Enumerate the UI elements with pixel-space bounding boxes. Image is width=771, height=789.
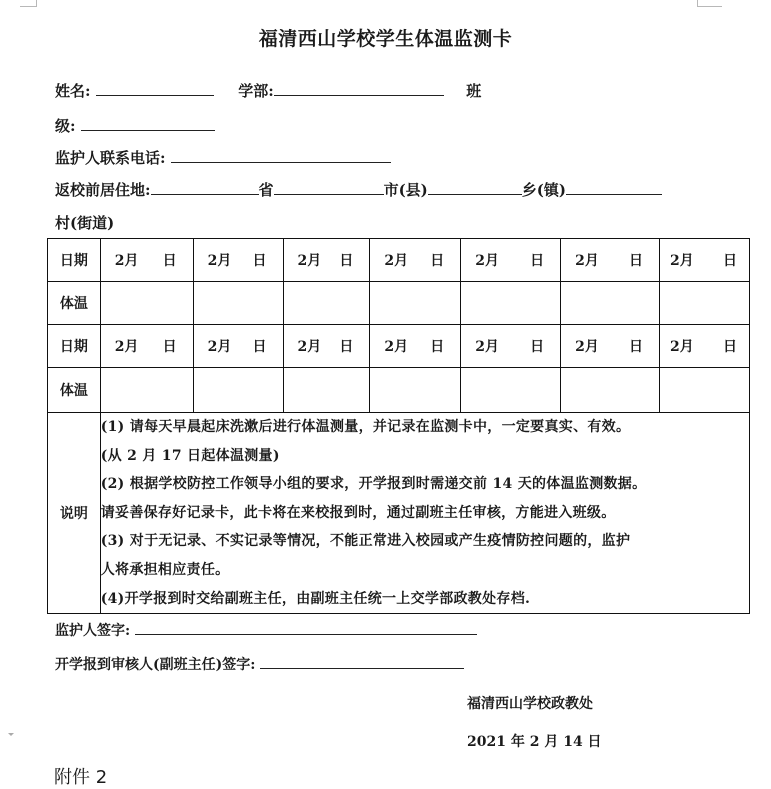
guardian-phone-line	[55, 147, 391, 168]
date-row-label: 日期	[48, 239, 101, 282]
month-label: 2月	[114, 253, 139, 269]
class-label-part2: 级:	[55, 117, 76, 135]
date-cell[interactable]	[660, 239, 750, 282]
day-label: 日	[162, 339, 177, 355]
temp-row-label: 体温	[48, 368, 101, 413]
notes-row	[48, 413, 750, 614]
temp-cell[interactable]	[100, 368, 193, 413]
day-label: 日	[252, 253, 267, 269]
day-label: 日	[430, 339, 445, 355]
temp-cell[interactable]	[660, 282, 750, 325]
date-row-label: 日期	[48, 325, 101, 368]
day-label: 日	[252, 339, 267, 355]
month-label: 2月	[207, 339, 232, 355]
date-row-1	[48, 239, 750, 282]
town-label: 乡(镇)	[521, 181, 566, 199]
day-label: 日	[530, 339, 545, 355]
temp-cell[interactable]	[283, 282, 370, 325]
guardian-phone-label: 监护人联系电话:	[55, 149, 166, 167]
attachment-label: 附件 2	[54, 767, 108, 788]
document-title: 福清西山学校学生体温监测卡	[258, 28, 513, 50]
temp-cell[interactable]	[100, 282, 193, 325]
temp-cell[interactable]	[193, 282, 283, 325]
day-label: 日	[629, 339, 644, 355]
month-label: 2月	[297, 339, 322, 355]
date-cell[interactable]	[461, 239, 561, 282]
village-label: 村(街道)	[55, 214, 115, 232]
day-label: 日	[629, 253, 644, 269]
day-label: 日	[339, 339, 354, 355]
issue-date: 2021 年 2 月 14 日	[467, 734, 602, 750]
month-label: 2月	[475, 253, 500, 269]
reviewer-sign-field[interactable]	[260, 654, 464, 669]
month-label: 2月	[475, 339, 500, 355]
town-field[interactable]	[428, 180, 522, 195]
page-corner-mark-right	[697, 0, 722, 7]
name-label: 姓名:	[55, 82, 91, 100]
date-cell[interactable]	[370, 239, 461, 282]
date-cell[interactable]	[193, 325, 283, 368]
paragraph-marker-icon	[8, 733, 14, 736]
day-label: 日	[530, 253, 545, 269]
temp-cell[interactable]	[561, 368, 660, 413]
name-dept-line	[55, 80, 481, 101]
temp-cell[interactable]	[283, 368, 370, 413]
residence-label: 返校前居住地:	[55, 181, 151, 199]
notes-label: 说明	[48, 413, 101, 614]
dept-label: 学部:	[238, 82, 274, 100]
name-field[interactable]	[96, 81, 214, 96]
notes-content	[100, 413, 749, 614]
reviewer-signature-line	[55, 654, 464, 674]
village-field[interactable]	[566, 180, 662, 195]
month-label: 2月	[297, 253, 322, 269]
temp-cell[interactable]	[461, 282, 561, 325]
month-label: 2月	[384, 253, 409, 269]
note-line: (1) 请每天早晨起床洗漱后进行体温测量，并记录在监测卡中，一定要真实、有效。	[100, 419, 631, 435]
issuing-office: 福清西山学校政教处	[467, 696, 593, 712]
dept-field[interactable]	[274, 81, 444, 96]
class-line	[55, 115, 215, 136]
date-cell[interactable]	[283, 239, 370, 282]
date-cell[interactable]	[561, 239, 660, 282]
date-cell[interactable]	[100, 325, 193, 368]
day-label: 日	[723, 253, 737, 269]
temp-row-1	[48, 282, 750, 325]
month-label: 2月	[114, 339, 139, 355]
reviewer-sign-label: 开学报到审核人(副班主任)签字:	[55, 657, 256, 673]
date-row-2	[48, 325, 750, 368]
guardian-phone-field[interactable]	[171, 148, 391, 163]
note-line: 人将承担相应责任。	[100, 561, 230, 578]
day-label: 日	[339, 253, 354, 269]
guardian-signature-line	[55, 620, 477, 640]
guardian-sign-field[interactable]	[135, 620, 477, 635]
month-label: 2月	[575, 339, 599, 355]
temp-cell[interactable]	[660, 368, 750, 413]
note-line: (3) 对于无记录、不实记录等情况，不能正常进入校园或产生疫情防控问题的，监护	[100, 533, 631, 550]
city-field[interactable]	[274, 180, 384, 195]
date-cell[interactable]	[561, 325, 660, 368]
residence-line	[55, 179, 662, 200]
note-line: (从 2 月 17 日起体温测量)	[100, 447, 280, 464]
month-label: 2月	[670, 339, 694, 355]
note-line: 请妥善保存好记录卡，此卡将在来校报到时，通过副班主任审核，方能进入班级。	[100, 504, 616, 521]
note-line: (4)开学报到时交给副班主任，由副班主任统一上交学部政教处存档.	[100, 590, 531, 607]
month-label: 2月	[207, 253, 232, 269]
date-cell[interactable]	[193, 239, 283, 282]
temp-row-2	[48, 368, 750, 413]
city-label: 市(县)	[383, 181, 428, 199]
day-label: 日	[723, 339, 737, 355]
page-corner-mark-left	[20, 0, 37, 7]
guardian-sign-label: 监护人签字:	[55, 623, 131, 639]
month-label: 2月	[384, 339, 409, 355]
temperature-table	[47, 238, 750, 614]
class-field[interactable]	[81, 116, 215, 131]
day-label: 日	[162, 253, 177, 269]
note-line: (2) 根据学校防控工作领导小组的要求，开学报到时需递交前 14 天的体温监测数据。	[100, 476, 647, 493]
day-label: 日	[430, 253, 445, 269]
month-label: 2月	[575, 253, 599, 269]
month-label: 2月	[670, 253, 694, 269]
date-cell[interactable]	[461, 325, 561, 368]
temp-cell[interactable]	[561, 282, 660, 325]
province-field[interactable]	[151, 180, 259, 195]
temp-cell[interactable]	[461, 368, 561, 413]
temp-cell[interactable]	[370, 368, 461, 413]
temp-cell[interactable]	[370, 282, 461, 325]
temp-cell[interactable]	[193, 368, 283, 413]
province-label: 省	[258, 181, 274, 199]
date-cell[interactable]	[283, 325, 370, 368]
date-cell[interactable]	[100, 239, 193, 282]
class-label-part1: 班	[466, 82, 482, 100]
temp-row-label: 体温	[48, 282, 101, 325]
date-cell[interactable]	[370, 325, 461, 368]
date-cell[interactable]	[660, 325, 750, 368]
